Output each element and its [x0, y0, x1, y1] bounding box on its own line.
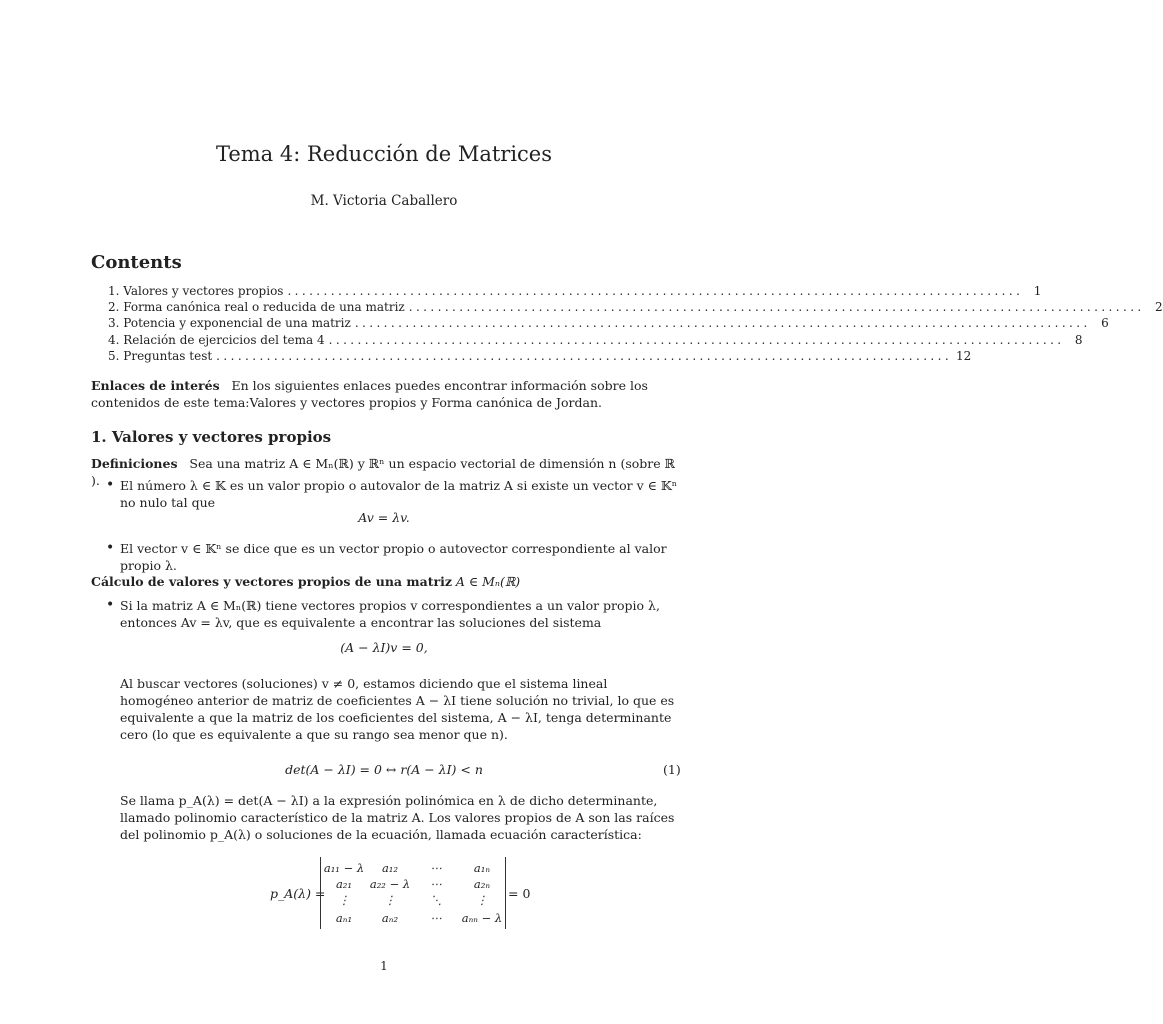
calculo-heading: [91, 573, 681, 590]
toc-leader-dots: ......................................................................................................: [354, 316, 1091, 331]
toc-leader-dots: ......................................................................................................: [287, 284, 1024, 298]
toc-item-label: 2. Forma canónica real o reducida de una matriz: [108, 300, 405, 315]
toc-item-label: 5. Preguntas test: [108, 348, 213, 363]
definiciones-text: Sea una matriz A ∈ Mₙ(ℝ) y ℝⁿ un espacio vectorial de dimensión n (sobre ℝ ).: [91, 456, 676, 488]
equation-av-lambda-v: Av = λv.: [358, 510, 410, 525]
links-connector: y: [416, 395, 432, 410]
bullet-marker: •: [106, 597, 115, 613]
matrix-cell: a₂₁: [335, 877, 353, 891]
links-end: .: [598, 395, 603, 410]
matrix-cell: ⋮: [384, 893, 396, 907]
matrix-rhs: = 0: [508, 886, 531, 901]
toc-item-page: 12: [956, 348, 972, 363]
page-number: 1: [380, 959, 388, 973]
section-1-heading: 1. Valores y vectores propios: [91, 428, 332, 446]
links-paragraph: [91, 377, 681, 411]
bullet-valor-propio: El número λ ∈ 𝕂 es un valor propio o autovalor de la matriz A si existe un vector v ∈ 𝕂ⁿ no nulo tal que: [120, 478, 678, 510]
calculo-heading-text: Cálculo de valores y vectores propios de una matriz: [91, 574, 452, 589]
equation-number: (1): [663, 762, 681, 777]
bullet-vector-propio: El vector v ∈ 𝕂ⁿ se dice que es un vector propio o autovector correspondiente al valor propio λ.: [120, 541, 667, 573]
contents-heading: Contents: [91, 252, 182, 273]
link-forma-canonica-jordan[interactable]: Forma canónica de Jordan: [431, 395, 599, 410]
toc-item-page: 1: [1033, 284, 1042, 298]
toc-item[interactable]: [108, 332, 1083, 349]
table-of-contents: [108, 284, 1163, 365]
matrix-cell: ⋯: [430, 877, 442, 891]
calculo-heading-math: A ∈ Mₙ(ℝ): [455, 574, 521, 589]
toc-item-page: 2: [1154, 300, 1163, 315]
toc-item[interactable]: [108, 316, 1109, 332]
document-title: Tema 4: Reducción de Matrices: [215, 142, 553, 166]
links-text: En los siguientes enlaces puedes encontrar información sobre los contenidos de este tema:: [91, 378, 648, 410]
toc-item-label: 4. Relación de ejercicios del tema 4: [108, 332, 325, 347]
matrix-cell: a₂ₙ: [473, 877, 491, 891]
toc-item-page: 8: [1074, 332, 1083, 347]
definiciones-label: Definiciones: [91, 456, 178, 471]
toc-item-page: 6: [1101, 316, 1109, 331]
matrix-cell: ⋯: [430, 861, 442, 875]
toc-item[interactable]: [108, 300, 1163, 316]
matrix-cell: ⋮: [476, 893, 488, 907]
toc-item[interactable]: [108, 348, 972, 365]
equation-determinant: det(A − λI) = 0 ↔ r(A − λI) < n: [285, 762, 483, 777]
document-author: M. Victoria Caballero: [310, 193, 458, 209]
equation-system: (A − λI)v = 0,: [340, 640, 428, 655]
matrix-cell: a₁₂: [381, 861, 399, 875]
toc-item-label: 3. Potencia y exponencial de una matriz: [108, 316, 351, 331]
determinant-matrix: [320, 857, 506, 929]
bullet-marker: •: [106, 477, 115, 493]
matrix-cell: ⋱: [430, 893, 442, 907]
matrix-cell: a₂₂ − λ: [369, 877, 411, 891]
bullet-calculo: Si la matriz A ∈ Mₙ(ℝ) tiene vectores propios v correspondientes a un valor propio λ, entonces Av = λv, que es equivalente a encontrar las soluciones del sistema: [120, 598, 660, 630]
matrix-cell: a₁₁ − λ: [323, 861, 365, 875]
toc-item-label: 1. Valores y vectores propios: [108, 284, 284, 298]
paragraph-characteristic-polynomial: Se llama p_A(λ) = det(A − λI) a la expresión polinómica en λ de dicho determinante, llamado polinomio característico de la matriz A. Los valores propios de A son las raíces del polinomio p_A(λ) o soluciones de la ecuación, llamada ecuación característica:: [120, 793, 675, 842]
link-valores-vectores-propios[interactable]: Valores y vectores propios: [249, 395, 417, 410]
matrix-cell: aₙ₂: [381, 911, 399, 925]
toc-leader-dots: ......................................................................................................: [408, 300, 1145, 315]
matrix-lhs: p_A(λ) =: [270, 886, 326, 901]
links-heading: Enlaces de interés: [91, 378, 220, 393]
toc-leader-dots: ......................................................................................................: [328, 332, 1065, 347]
matrix-cell: a₁ₙ: [473, 861, 491, 875]
matrix-cell: ⋮: [338, 893, 350, 907]
toc-item[interactable]: [108, 284, 1042, 300]
matrix-cell: ⋯: [430, 911, 442, 925]
bullet-marker: •: [106, 540, 115, 556]
paragraph-homogeneous-system: Al buscar vectores (soluciones) v ≠ 0, estamos diciendo que el sistema lineal homogéneo anterior de matriz de coeficientes A − λI tiene solución no trivial, lo que es equivalente a que la matriz de los coeficientes del sistema, A − λI, tenga determinante cero (lo que es equivalente a que su rango sea menor que n).: [120, 676, 675, 742]
matrix-cell: aₙ₁: [335, 911, 353, 925]
toc-leader-dots: ......................................................................................................: [216, 348, 953, 363]
matrix-cell: aₙₙ − λ: [461, 911, 503, 925]
